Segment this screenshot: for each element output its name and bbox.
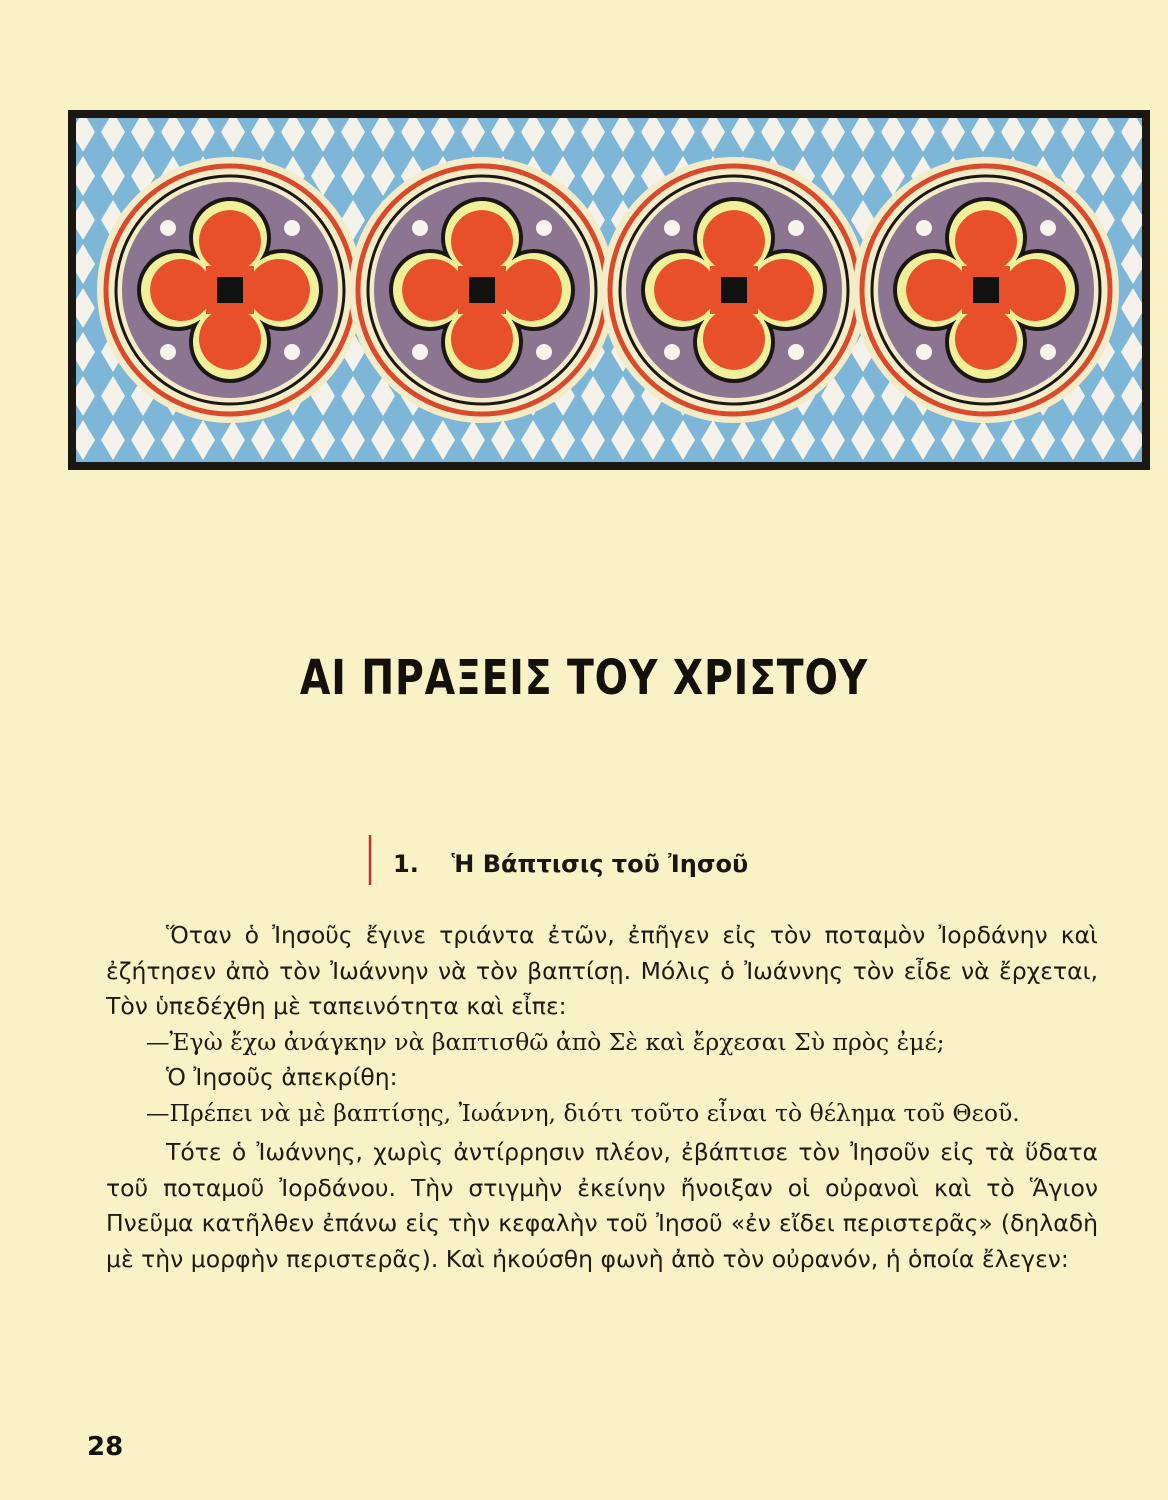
medallion xyxy=(349,157,615,423)
decorative-banner xyxy=(68,110,1150,470)
dialogue-line-2: —Πρέπει νὰ μὲ βαπτίσῃς, Ἰωάννη, διότι τοῦτο εἶναι τὸ θέλημα τοῦ Θεοῦ. xyxy=(146,1098,1020,1127)
petal-red xyxy=(955,308,1017,370)
petal-red xyxy=(703,308,765,370)
petal-red xyxy=(1004,259,1066,321)
dot xyxy=(284,220,300,236)
dot xyxy=(664,344,680,360)
dot xyxy=(536,220,552,236)
petal-red xyxy=(752,259,814,321)
quatrefoil-ornament xyxy=(68,110,1150,470)
dot xyxy=(916,220,932,236)
center-square xyxy=(217,277,243,303)
body-text xyxy=(106,918,1098,1277)
petal-red xyxy=(906,259,968,321)
petal-red xyxy=(150,259,212,321)
center-square xyxy=(721,277,747,303)
medallion xyxy=(97,157,363,423)
page-number: 28 xyxy=(87,1432,124,1462)
center-square xyxy=(973,277,999,303)
petal-red xyxy=(955,210,1017,272)
petal-red xyxy=(703,210,765,272)
paragraph-1: Ὅταν ὁ Ἰησοῦς ἔγινε τριάντα ἐτῶν, ἐπῆγεν εἰς τὸν ποταμὸν Ἰορδάνην καὶ ἐζήτησεν ἀπὸ τὸν Ἰωάννην νὰ τὸν βαπτίσῃ. Μόλις ὁ Ἰωάννης τὸν εἶδε νὰ ἔρχεται, Τὸν ὑπεδέχθη μὲ ταπεινότητα καὶ εἶπε: xyxy=(106,921,1098,1020)
petal-red xyxy=(451,308,513,370)
dot xyxy=(412,344,428,360)
paragraph-2: Ὁ Ἰησοῦς ἀπεκρίθη: xyxy=(166,1063,398,1091)
dialogue-line-1: —Ἐγὼ ἔχω ἀνάγκην νὰ βαπτισθῶ ἀπὸ Σὲ καὶ ἔρχεσαι Σὺ πρὸς ἐμέ; xyxy=(146,1027,945,1056)
petal-red xyxy=(199,210,261,272)
dot xyxy=(788,220,804,236)
dot xyxy=(664,220,680,236)
red-pencil-mark xyxy=(368,835,372,885)
medallion xyxy=(601,157,867,423)
petal-red xyxy=(248,259,310,321)
dot xyxy=(916,344,932,360)
petal-red xyxy=(654,259,716,321)
center-square xyxy=(469,277,495,303)
section-heading xyxy=(393,850,748,878)
dot xyxy=(536,344,552,360)
dot xyxy=(1040,344,1056,360)
petal-red xyxy=(451,210,513,272)
dot xyxy=(412,220,428,236)
dot xyxy=(160,344,176,360)
petal-red xyxy=(500,259,562,321)
section-number: 1. xyxy=(393,850,419,878)
dot xyxy=(788,344,804,360)
dot xyxy=(1040,220,1056,236)
section-title: Ἡ Βάπτισις τοῦ Ἰησοῦ xyxy=(451,850,749,878)
page-title: ΑΙ ΠΡΑΞΕΙΣ ΤΟΥ ΧΡΙΣΤΟΥ xyxy=(299,650,869,706)
paragraph-3: Τότε ὁ Ἰωάννης, χωρὶς ἀντίρρησιν πλέον, ἐβάπτισε τὸν Ἰησοῦν εἰς τὰ ὕδατα τοῦ ποταμοῦ Ἰορδάνου. Τὴν στιγμὴν ἐκείνην ἤνοιξαν οἱ οὐρανοὶ καὶ τὸ Ἅγιον Πνεῦμα κατῆλθεν ἐπάνω εἰς τὴν κεφαλὴν τοῦ Ἰησοῦ «ἐν εἴδει περιστερᾶς» (δηλαδὴ μὲ τὴν μορφὴν περιστερᾶς). Καὶ ἠκούσθη φωνὴ ἀπὸ τὸν οὐρανόν, ἡ ὁποία ἔλεγεν: xyxy=(106,1138,1098,1273)
petal-red xyxy=(199,308,261,370)
petal-red xyxy=(402,259,464,321)
medallion xyxy=(853,157,1119,423)
dot xyxy=(160,220,176,236)
dot xyxy=(284,344,300,360)
